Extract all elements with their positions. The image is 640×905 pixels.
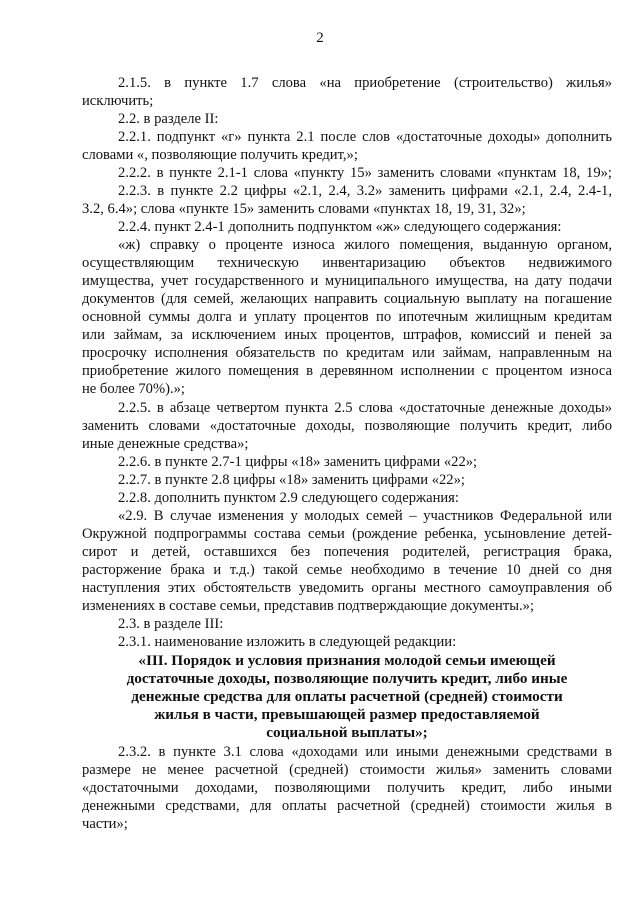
text-line: денежными средствами, для оплаты расчетной (средней) стоимости жилья в — [82, 798, 612, 814]
text-line: не более 70%).»; — [82, 381, 185, 397]
text-line: 2.3.2. в пункте 3.1 слова «доходами или иными денежными средствами в — [118, 744, 612, 760]
text-line: 2.2.8. дополнить пунктом 2.9 следующего содержания: — [118, 490, 459, 506]
text-line: 3.2, 6.4»; слова «пункте 15» заменить словами «пунктах 18, 19, 31, 32»; — [82, 201, 526, 217]
text-line: 2.2.6. в пункте 2.7-1 цифры «18» заменить цифрами «22»; — [118, 454, 478, 470]
text-line: 2.2. в разделе II: — [118, 111, 219, 127]
text-line: «достаточными доходами, позволяющими получить кредит, либо иными — [82, 780, 612, 796]
text-line: 2.2.5. в абзаце четвертом пункта 2.5 слова «достаточные денежные доходы» — [118, 400, 612, 416]
section-heading: денежные средства для оплаты расчетной (средней) стоимости — [131, 688, 563, 705]
text-line: размере не менее расчетной (средней) стоимости жилья» заменить словами — [82, 762, 612, 778]
text-line: имущества, учет государственного и муниципального имущества, на дату подачи — [82, 273, 612, 289]
text-line: исключить; — [82, 93, 154, 109]
section-heading: достаточные доходы, позволяющие получить кредит, либо иные — [126, 670, 568, 687]
text-line: части»; — [82, 816, 128, 832]
text-line: наступления этих обстоятельств уведомить органы местного самоуправления об — [82, 580, 612, 596]
text-line: изменениях в составе семьи, представив подтверждающие документы.»; — [82, 598, 535, 614]
text-line: 2.2.1. подпункт «г» пункта 2.1 после слов «достаточные доходы» дополнить — [118, 129, 612, 145]
text-line: расторжение брака и т.д.) такой семье необходимо в течение 10 дней со дня — [82, 562, 612, 578]
text-line: иные денежные средства»; — [82, 436, 249, 452]
section-heading: жилья в части, превышающей размер предоставляемой — [154, 706, 540, 723]
text-line: 2.2.4. пункт 2.4-1 дополнить подпунктом «ж» следующего содержания: — [118, 219, 562, 235]
text-line: словами «, позволяющие получить кредит,»; — [82, 147, 358, 163]
text-line: приобретение жилого помещения в деревянном исполнении с процентом износа — [82, 363, 612, 379]
section-heading: социальной выплаты»; — [266, 724, 428, 741]
text-line: 2.3. в разделе III: — [118, 616, 224, 632]
text-line: 2.1.5. в пункте 1.7 слова «на приобретение (строительство) жилья» — [118, 75, 612, 91]
text-line: осуществляющим техническую инвентаризацию объектов недвижимого — [82, 255, 612, 271]
page-number: 2 — [316, 30, 324, 46]
text-line: основной суммы долга и уплату процентов по ипотечным жилищным кредитам — [82, 309, 612, 325]
text-line: документов (для семей, желающих направить социальную выплату на погашение — [82, 291, 612, 307]
text-line: 2.2.3. в пункте 2.2 цифры «2.1, 2.4, 3.2» заменить цифрами «2.1, 2.4, 2.4-1, — [118, 183, 612, 199]
text-line: сирот и детей, оставшихся без попечения родителей, регистрация брака, — [82, 544, 612, 560]
text-line: «2.9. В случае изменения у молодых семей – участников Федеральной или — [118, 508, 612, 524]
text-line: заменить словами «достаточные доходы, позволяющие получить кредит, либо — [82, 418, 612, 434]
text-line: «ж) справку о проценте износа жилого помещения, выданную органом, — [118, 237, 612, 253]
text-line: 2.3.1. наименование изложить в следующей редакции: — [118, 634, 457, 650]
text-line: Окружной подпрограммы состава семьи (рождение ребенка, усыновление детей- — [82, 526, 612, 542]
text-line: 2.2.7. в пункте 2.8 цифры «18» заменить цифрами «22»; — [118, 472, 465, 488]
text-line: просрочку исполнения обязательств по кредитам или займам, направленным на — [82, 345, 612, 361]
section-heading: «III. Порядок и условия признания молодой семьи имеющей — [138, 652, 556, 669]
text-line: или займам, за исключением иных процентов, штрафов, комиссий и пеней за — [82, 327, 612, 343]
text-line: 2.2.2. в пункте 2.1-1 слова «пункту 15» заменить словами «пунктам 18, 19»; — [118, 165, 612, 181]
